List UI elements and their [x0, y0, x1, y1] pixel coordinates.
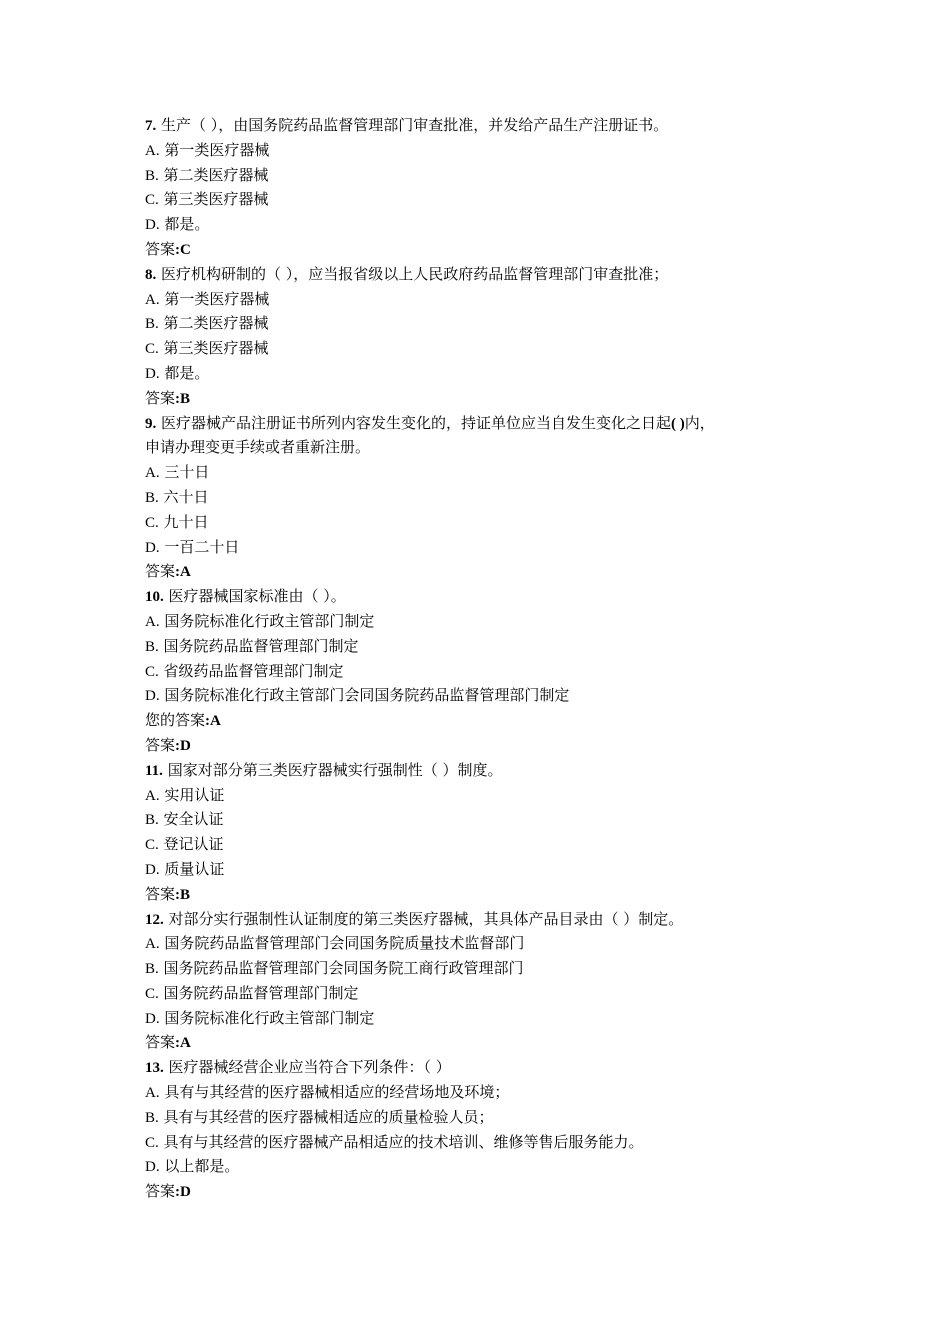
answer-label: 答案 [145, 1182, 176, 1201]
option-letter: D. [145, 217, 160, 234]
option-text: 登记认证 [163, 835, 224, 854]
answer-label: 答案 [145, 562, 176, 581]
option-letter: A. [145, 291, 160, 308]
option-text: 第二类医疗器械 [163, 165, 269, 184]
option-letter: A. [145, 142, 160, 159]
question-9 [145, 411, 835, 585]
answer-value: :D [175, 1184, 191, 1201]
answer-line [145, 1030, 835, 1055]
answer-line [145, 559, 835, 584]
option-b [145, 1105, 835, 1130]
option-d [145, 212, 835, 237]
option-c [145, 1130, 835, 1155]
answer-value: :B [175, 390, 191, 407]
option-letter: A. [145, 787, 160, 804]
option-letter: A. [145, 465, 160, 482]
option-text: 三十日 [164, 463, 210, 482]
option-text: 具有与其经营的医疗器械相适应的质量检验人员； [163, 1107, 494, 1126]
option-c [145, 336, 835, 361]
option-letter: C. [145, 192, 159, 209]
option-text: 第三类医疗器械 [163, 339, 269, 358]
option-letter: C. [145, 341, 159, 358]
question-13 [145, 1055, 835, 1204]
option-d [145, 683, 835, 708]
option-d [145, 1006, 835, 1031]
option-text: 省级药品监督管理部门制定 [163, 661, 344, 680]
question-text: 国家对部分第三类医疗器械实行强制性（ ）制度。 [167, 760, 503, 779]
option-text: 具有与其经营的医疗器械相适应的经营场地及环境； [164, 1083, 510, 1102]
option-letter: A. [145, 613, 160, 630]
option-text: 都是。 [164, 215, 210, 234]
question-number: 11. [145, 762, 163, 779]
option-text: 国务院标准化行政主管部门制定 [164, 1008, 375, 1027]
option-text: 实用认证 [164, 785, 225, 804]
option-d [145, 361, 835, 386]
option-d [145, 857, 835, 882]
option-text: 九十日 [163, 512, 209, 531]
option-a [145, 609, 835, 634]
option-text: 国务院药品监督管理部门制定 [163, 983, 359, 1002]
option-text: 第二类医疗器械 [163, 314, 269, 333]
option-d [145, 535, 835, 560]
your-answer-label: 您的答案 [145, 711, 206, 730]
question-text-tail: 内， [684, 413, 715, 432]
answer-value: :B [175, 886, 191, 903]
option-text: 都是。 [164, 363, 210, 382]
option-a [145, 287, 835, 312]
option-text: 六十日 [163, 487, 209, 506]
question-stem [145, 411, 835, 436]
option-c [145, 832, 835, 857]
option-c [145, 187, 835, 212]
option-text: 第一类医疗器械 [164, 289, 270, 308]
question-stem [145, 907, 835, 932]
option-text: 安全认证 [163, 810, 224, 829]
option-letter: B. [145, 316, 159, 333]
your-answer-value: :A [205, 713, 221, 730]
question-text: 对部分实行强制性认证制度的第三类医疗器械，其具体产品目录由（ ）制定。 [168, 909, 684, 928]
question-text: 医疗机构研制的（ ），应当报省级以上人民政府药品监督管理部门审查批准； [161, 264, 669, 283]
question-text: 申请办理变更手续或者重新注册。 [145, 438, 371, 457]
option-text: 国务院药品监督管理部门会同国务院工商行政管理部门 [163, 959, 524, 978]
option-letter: D. [145, 688, 160, 705]
question-text: 医疗器械经营企业应当符合下列条件：（ ） [168, 1058, 451, 1077]
answer-line [145, 237, 835, 262]
question-text: 生产（ ），由国务院药品监督管理部门审查批准，并发给产品生产注册证书。 [161, 116, 669, 134]
your-answer-line [145, 708, 835, 733]
option-text: 以上都是。 [164, 1157, 240, 1176]
option-letter: D. [145, 365, 160, 382]
option-letter: B. [145, 961, 159, 978]
question-number: 8. [145, 266, 157, 283]
question-stem [145, 262, 835, 287]
question-stem-continued [145, 435, 835, 460]
option-a [145, 931, 835, 956]
question-number: 12. [145, 911, 164, 928]
option-letter: D. [145, 1159, 160, 1176]
option-letter: D. [145, 1010, 160, 1027]
answer-label: 答案 [145, 735, 176, 754]
option-letter: B. [145, 489, 159, 506]
option-c [145, 981, 835, 1006]
option-b [145, 807, 835, 832]
option-text: 国务院药品监督管理部门制定 [163, 636, 359, 655]
answer-line [145, 733, 835, 758]
question-number: 13. [145, 1060, 164, 1077]
question-stem [145, 584, 835, 609]
answer-value: :C [175, 241, 191, 258]
question-12 [145, 907, 835, 1056]
answer-value: :A [175, 564, 191, 581]
option-letter: B. [145, 1109, 159, 1126]
option-letter: C. [145, 985, 159, 1002]
option-text: 具有与其经营的医疗器械产品相适应的技术培训、维修等售后服务能力。 [163, 1132, 644, 1151]
answer-label: 答案 [145, 388, 176, 407]
option-c [145, 659, 835, 684]
answer-line [145, 882, 835, 907]
question-8 [145, 262, 835, 411]
option-letter: D. [145, 539, 160, 556]
document-body [145, 113, 835, 1204]
option-letter: C. [145, 1134, 159, 1151]
option-letter: D. [145, 861, 160, 878]
option-letter: C. [145, 837, 159, 854]
answer-label: 答案 [145, 884, 176, 903]
question-number: 7. [145, 118, 157, 134]
option-letter: B. [145, 638, 159, 655]
option-a [145, 783, 835, 808]
option-a [145, 1080, 835, 1105]
answer-label: 答案 [145, 1033, 176, 1052]
option-b [145, 634, 835, 659]
option-c [145, 510, 835, 535]
option-b [145, 311, 835, 336]
option-text: 国务院标准化行政主管部门制定 [164, 611, 375, 630]
option-text: 第一类医疗器械 [164, 140, 270, 159]
option-text: 一百二十日 [164, 537, 240, 556]
question-stem [145, 113, 835, 138]
answer-line [145, 1179, 835, 1204]
option-b [145, 163, 835, 188]
option-text: 质量认证 [164, 859, 225, 878]
answer-line [145, 386, 835, 411]
question-11 [145, 758, 835, 907]
question-10 [145, 584, 835, 758]
question-text: 医疗器械国家标准由（ ）。 [168, 587, 346, 606]
option-text: 国务院药品监督管理部门会同国务院质量技术监督部门 [164, 934, 525, 953]
option-a [145, 138, 835, 163]
option-text: 国务院标准化行政主管部门会同国务院药品监督管理部门制定 [164, 686, 570, 705]
question-number: 10. [145, 589, 164, 606]
option-letter: A. [145, 1085, 160, 1102]
option-letter: B. [145, 812, 159, 829]
answer-value: :D [175, 737, 191, 754]
option-letter: C. [145, 663, 159, 680]
question-text: 医疗器械产品注册证书所列内容发生变化的，持证单位应当自发生变化之日起 [161, 413, 672, 432]
option-text: 第三类医疗器械 [163, 190, 269, 209]
question-blank: ( ) [671, 415, 685, 432]
option-b [145, 485, 835, 510]
option-a [145, 460, 835, 485]
question-stem [145, 1055, 835, 1080]
question-stem [145, 758, 835, 783]
answer-label: 答案 [145, 239, 176, 258]
answer-value: :A [175, 1035, 191, 1052]
option-b [145, 956, 835, 981]
question-7 [145, 113, 835, 262]
option-d [145, 1154, 835, 1179]
option-letter: A. [145, 936, 160, 953]
option-letter: B. [145, 167, 159, 184]
option-letter: C. [145, 514, 159, 531]
question-number: 9. [145, 415, 157, 432]
